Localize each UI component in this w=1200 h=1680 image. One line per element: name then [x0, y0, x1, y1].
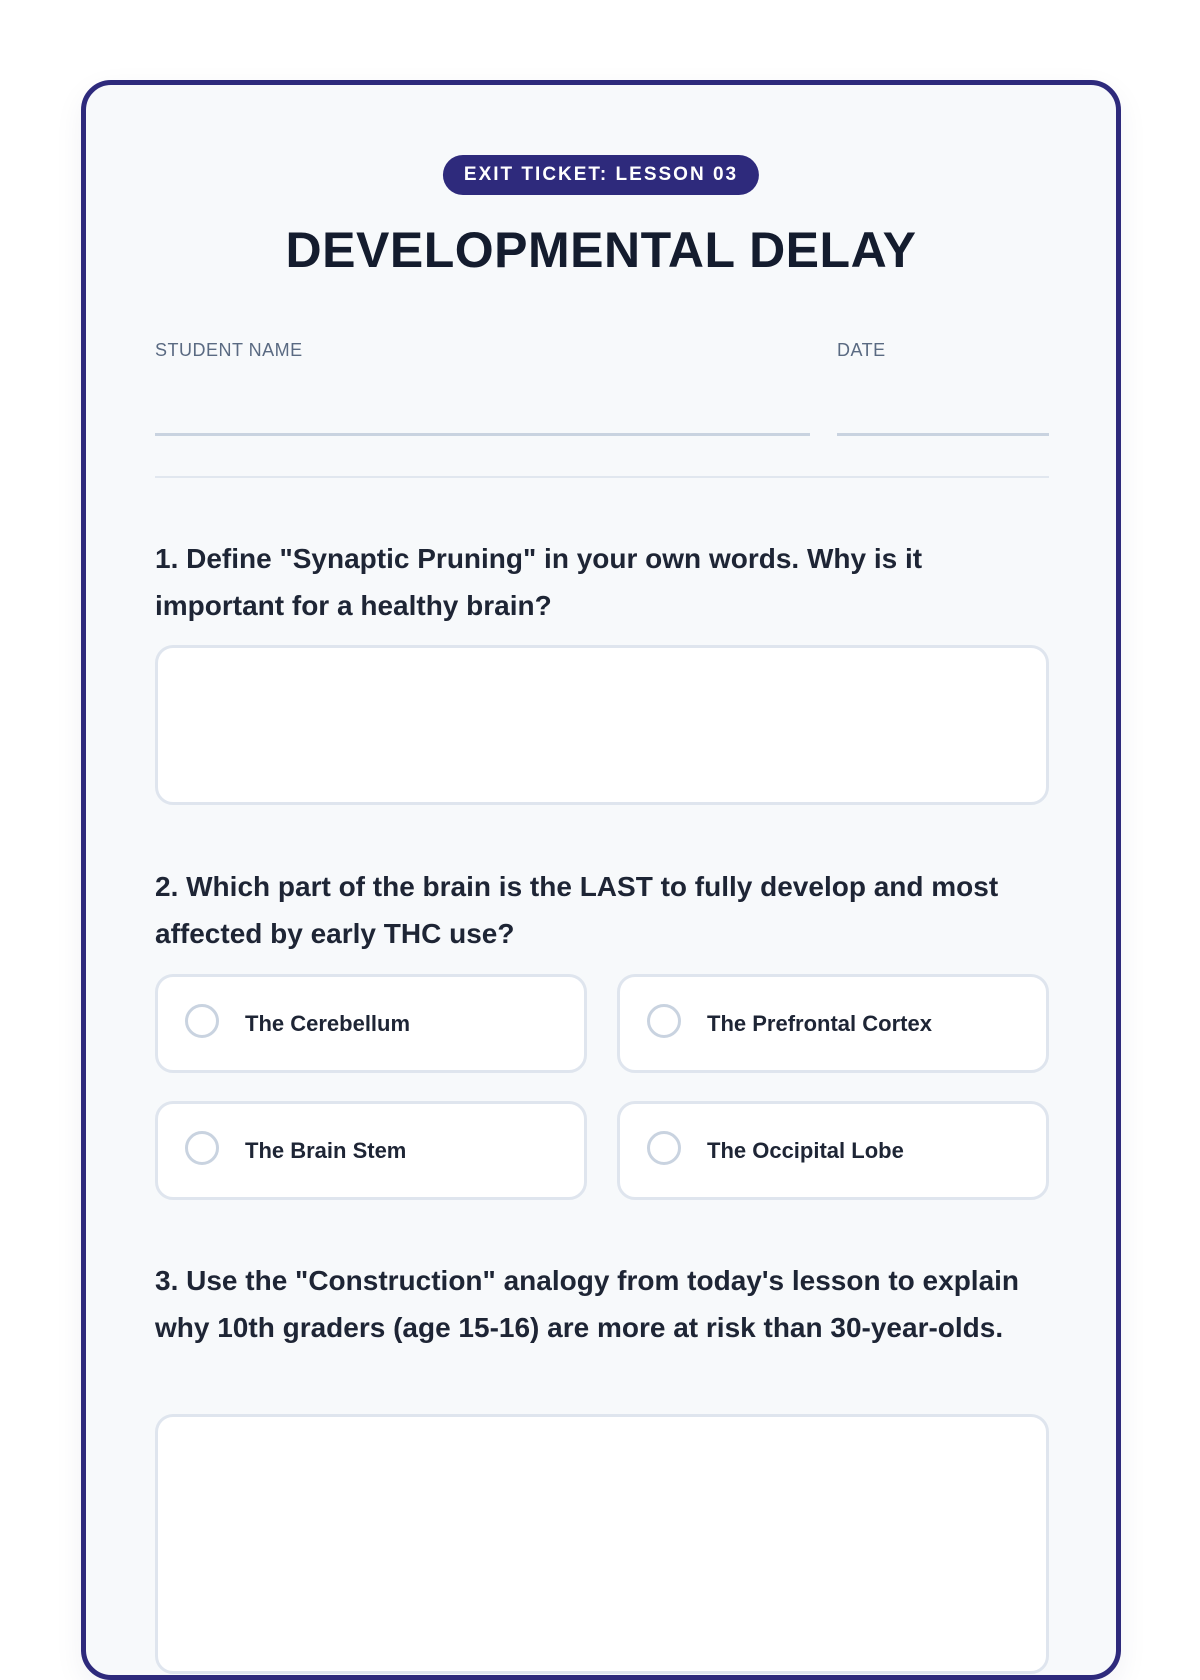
- radio-button[interactable]: [647, 1131, 681, 1165]
- option-prefrontal-cortex[interactable]: [617, 974, 1049, 1073]
- student-name-field[interactable]: [155, 433, 810, 436]
- option-label: The Brain Stem: [245, 1138, 407, 1163]
- question-1-text: 1. Define "Synaptic Pruning" in your own words. Why is it important for a healthy brain?: [155, 543, 923, 621]
- radio-button[interactable]: [647, 1004, 681, 1038]
- option-label: The Prefrontal Cortex: [707, 1011, 932, 1036]
- question-3-answer-box[interactable]: [155, 1414, 1049, 1674]
- option-brain-stem[interactable]: [155, 1101, 587, 1200]
- option-label: The Cerebellum: [245, 1011, 411, 1036]
- question-1-answer-box[interactable]: [155, 645, 1049, 805]
- student-name-label: STUDENT NAME: [155, 340, 303, 360]
- radio-button[interactable]: [185, 1131, 219, 1165]
- page-title: DEVELOPMENTAL DELAY: [285, 222, 917, 278]
- question-3-text: 3. Use the "Construction" analogy from today's lesson to explain why 10th graders (age 15-16) are more at risk than 30-year-olds.: [155, 1265, 1020, 1343]
- date-field[interactable]: [837, 433, 1049, 436]
- question-2-text: 2. Which part of the brain is the LAST to fully develop and most affected by early THC use?: [155, 871, 999, 949]
- option-cerebellum[interactable]: [155, 974, 587, 1073]
- date-label: DATE: [837, 340, 886, 360]
- radio-button[interactable]: [185, 1004, 219, 1038]
- header-divider: [155, 476, 1049, 478]
- exit-ticket-card: [81, 80, 1121, 1680]
- option-label: The Occipital Lobe: [707, 1138, 904, 1163]
- option-occipital-lobe[interactable]: [617, 1101, 1049, 1200]
- lesson-badge: EXIT TICKET: LESSON 03: [443, 155, 759, 195]
